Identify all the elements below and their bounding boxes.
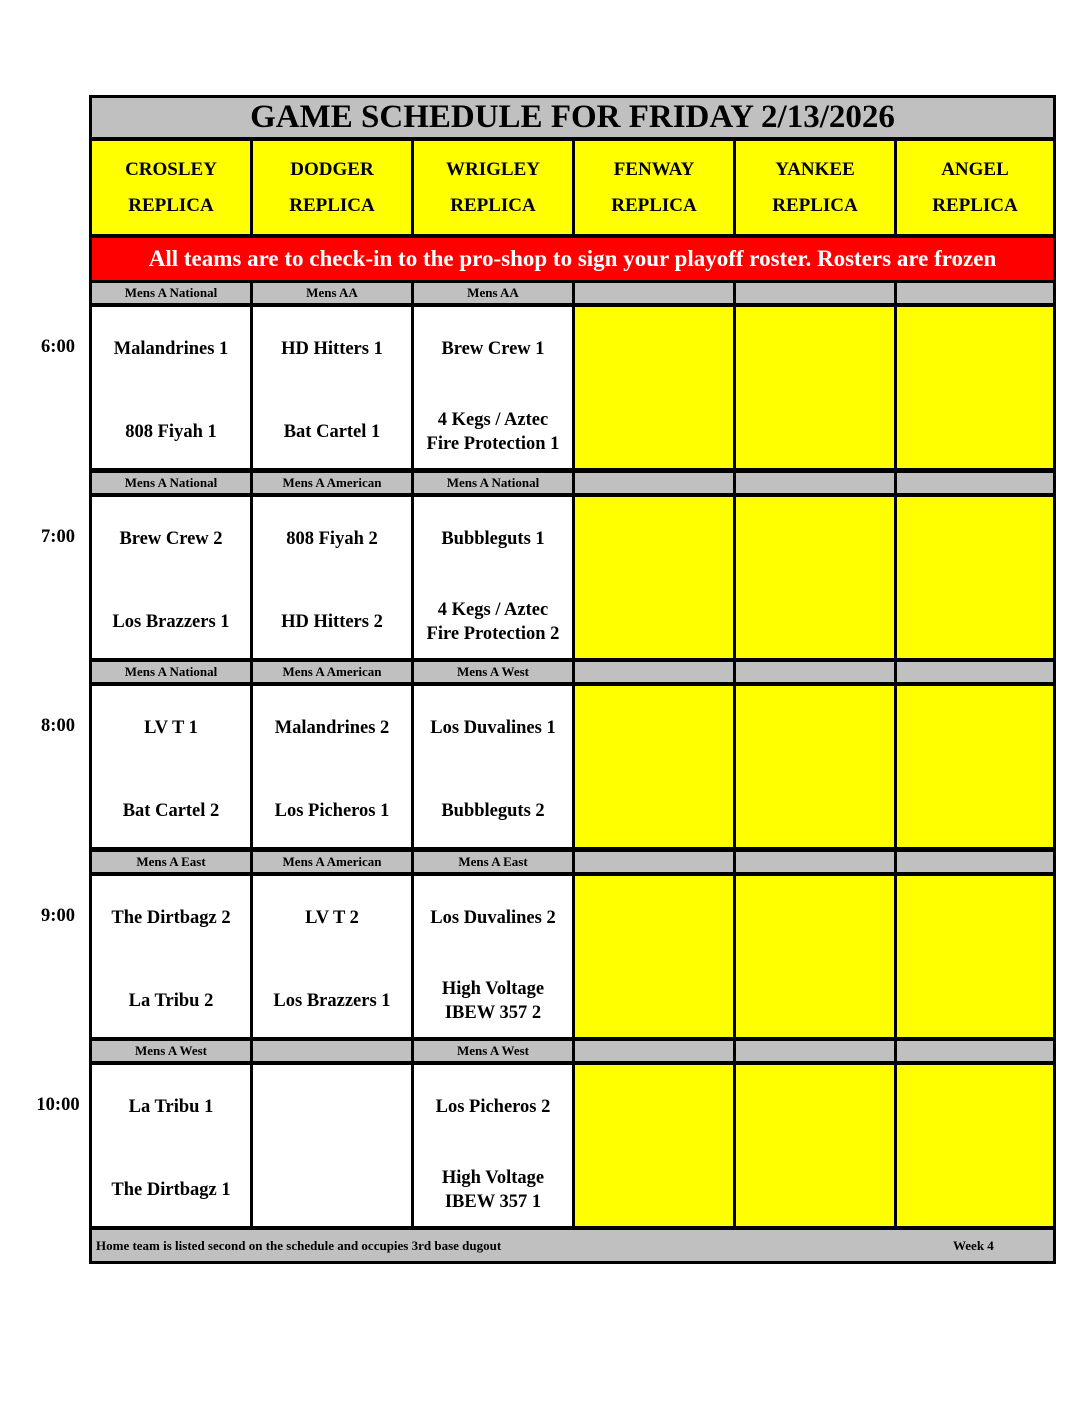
division-label: Mens AA bbox=[414, 283, 572, 303]
field-header-angel bbox=[897, 141, 1053, 234]
field-header-wrigley bbox=[414, 141, 572, 234]
home-team: High Voltage IBEW 357 2 bbox=[441, 979, 545, 1023]
division-label bbox=[575, 473, 733, 493]
away-team: Los Duvalines 1 bbox=[430, 718, 556, 738]
division-label bbox=[736, 662, 894, 682]
home-team: 4 Kegs / Aztec Fire Protection 2 bbox=[426, 600, 560, 644]
time-slot-label: 9:00 bbox=[41, 906, 75, 926]
field-header-yankee bbox=[736, 141, 894, 234]
open-field-cell bbox=[897, 497, 1053, 658]
division-label bbox=[897, 1041, 1053, 1061]
division-label bbox=[736, 852, 894, 872]
away-team: La Tribu 1 bbox=[128, 1097, 214, 1117]
home-team bbox=[253, 1165, 411, 1215]
away-team: Los Picheros 2 bbox=[435, 1097, 551, 1117]
division-label bbox=[575, 283, 733, 303]
open-field-cell bbox=[575, 497, 733, 658]
footer-bar bbox=[92, 1230, 1053, 1261]
division-label: Mens A American bbox=[253, 473, 411, 493]
schedule-table bbox=[89, 95, 1056, 1264]
field-subtitle: REPLICA bbox=[450, 194, 536, 216]
game-cell bbox=[414, 1065, 572, 1226]
division-label bbox=[575, 852, 733, 872]
open-field-cell bbox=[736, 876, 894, 1037]
open-field-cell bbox=[736, 307, 894, 468]
notice-banner: All teams are to check-in to the pro-shop to sign your playoff roster. Rosters are frozen bbox=[92, 238, 1053, 280]
time-slot-label: 6:00 bbox=[41, 337, 75, 357]
field-header-dodger bbox=[253, 141, 411, 234]
field-subtitle: REPLICA bbox=[128, 194, 214, 216]
away-team: LV T 2 bbox=[305, 908, 359, 928]
field-subtitle: REPLICA bbox=[611, 194, 697, 216]
open-field-cell bbox=[897, 1065, 1053, 1226]
division-label bbox=[897, 662, 1053, 682]
open-field-cell bbox=[575, 876, 733, 1037]
time-slot-label: 7:00 bbox=[41, 527, 75, 547]
game-cell bbox=[92, 497, 250, 658]
away-team: The Dirtbagz 2 bbox=[111, 908, 231, 928]
division-label: Mens A West bbox=[414, 1041, 572, 1061]
open-field-cell bbox=[897, 686, 1053, 847]
home-team: Bat Cartel 2 bbox=[122, 801, 220, 821]
home-team: Los Picheros 1 bbox=[274, 801, 390, 821]
away-team: Malandrines 2 bbox=[274, 718, 390, 738]
away-team: HD Hitters 1 bbox=[281, 339, 383, 359]
division-label bbox=[897, 473, 1053, 493]
field-name: ANGEL bbox=[941, 158, 1009, 180]
page-title: GAME SCHEDULE FOR FRIDAY 2/13/2026 bbox=[92, 98, 1053, 137]
home-team: Bubbleguts 2 bbox=[441, 801, 545, 821]
field-subtitle: REPLICA bbox=[772, 194, 858, 216]
division-label bbox=[575, 1041, 733, 1061]
time-slot-label: 8:00 bbox=[41, 716, 75, 736]
game-cell bbox=[253, 686, 411, 847]
division-label bbox=[897, 283, 1053, 303]
open-field-cell bbox=[575, 1065, 733, 1226]
division-label: Mens A American bbox=[253, 662, 411, 682]
away-team: Bubbleguts 1 bbox=[441, 529, 545, 549]
field-name: DODGER bbox=[290, 158, 374, 180]
field-subtitle: REPLICA bbox=[932, 194, 1018, 216]
field-subtitle: REPLICA bbox=[289, 194, 375, 216]
division-label bbox=[897, 852, 1053, 872]
game-cell bbox=[253, 876, 411, 1037]
division-label bbox=[253, 1041, 411, 1061]
week-label: Week 4 bbox=[953, 1237, 994, 1253]
game-cell bbox=[253, 307, 411, 468]
game-cell bbox=[414, 497, 572, 658]
open-field-cell bbox=[575, 686, 733, 847]
home-team: HD Hitters 2 bbox=[281, 612, 383, 632]
home-team: Los Brazzers 1 bbox=[112, 612, 230, 632]
division-label: Mens A West bbox=[414, 662, 572, 682]
division-label: Mens A National bbox=[92, 283, 250, 303]
game-cell bbox=[92, 686, 250, 847]
away-team bbox=[253, 1095, 411, 1119]
footer-note: Home team is listed second on the schedule and occupies 3rd base dugout bbox=[96, 1237, 502, 1253]
open-field-cell bbox=[575, 307, 733, 468]
away-team: Malandrines 1 bbox=[113, 339, 229, 359]
field-header-crosley bbox=[92, 141, 250, 234]
away-team: Brew Crew 1 bbox=[441, 339, 545, 359]
division-label: Mens A East bbox=[414, 852, 572, 872]
field-name: YANKEE bbox=[775, 158, 855, 180]
division-label bbox=[736, 1041, 894, 1061]
home-team: 808 Fiyah 1 bbox=[125, 422, 217, 442]
division-label bbox=[575, 662, 733, 682]
open-field-cell bbox=[736, 497, 894, 658]
away-team: 808 Fiyah 2 bbox=[286, 529, 378, 549]
home-team: Bat Cartel 1 bbox=[283, 422, 381, 442]
game-cell bbox=[414, 307, 572, 468]
away-team: Brew Crew 2 bbox=[119, 529, 223, 549]
field-name: WRIGLEY bbox=[446, 158, 540, 180]
division-label: Mens A National bbox=[92, 473, 250, 493]
division-label: Mens A East bbox=[92, 852, 250, 872]
game-cell bbox=[92, 1065, 250, 1226]
division-label bbox=[736, 473, 894, 493]
open-field-cell bbox=[897, 307, 1053, 468]
home-team: 4 Kegs / Aztec Fire Protection 1 bbox=[426, 410, 560, 454]
away-team: Los Duvalines 2 bbox=[430, 908, 556, 928]
open-field-cell bbox=[897, 876, 1053, 1037]
game-cell bbox=[253, 1065, 411, 1226]
division-label: Mens AA bbox=[253, 283, 411, 303]
open-field-cell bbox=[736, 686, 894, 847]
game-cell bbox=[414, 876, 572, 1037]
division-label: Mens A National bbox=[92, 662, 250, 682]
game-cell bbox=[414, 686, 572, 847]
home-team: The Dirtbagz 1 bbox=[111, 1180, 231, 1200]
division-label bbox=[736, 283, 894, 303]
home-team: Los Brazzers 1 bbox=[273, 991, 391, 1011]
away-team: LV T 1 bbox=[144, 718, 198, 738]
open-field-cell bbox=[736, 1065, 894, 1226]
time-slot-label: 10:00 bbox=[36, 1095, 80, 1115]
game-cell bbox=[92, 307, 250, 468]
game-cell bbox=[253, 497, 411, 658]
home-team: La Tribu 2 bbox=[128, 991, 214, 1011]
field-header-fenway bbox=[575, 141, 733, 234]
game-cell bbox=[92, 876, 250, 1037]
division-label: Mens A American bbox=[253, 852, 411, 872]
division-label: Mens A West bbox=[92, 1041, 250, 1061]
home-team: High Voltage IBEW 357 1 bbox=[441, 1168, 545, 1212]
division-label: Mens A National bbox=[414, 473, 572, 493]
field-name: FENWAY bbox=[613, 158, 695, 180]
field-name: CROSLEY bbox=[125, 158, 217, 180]
